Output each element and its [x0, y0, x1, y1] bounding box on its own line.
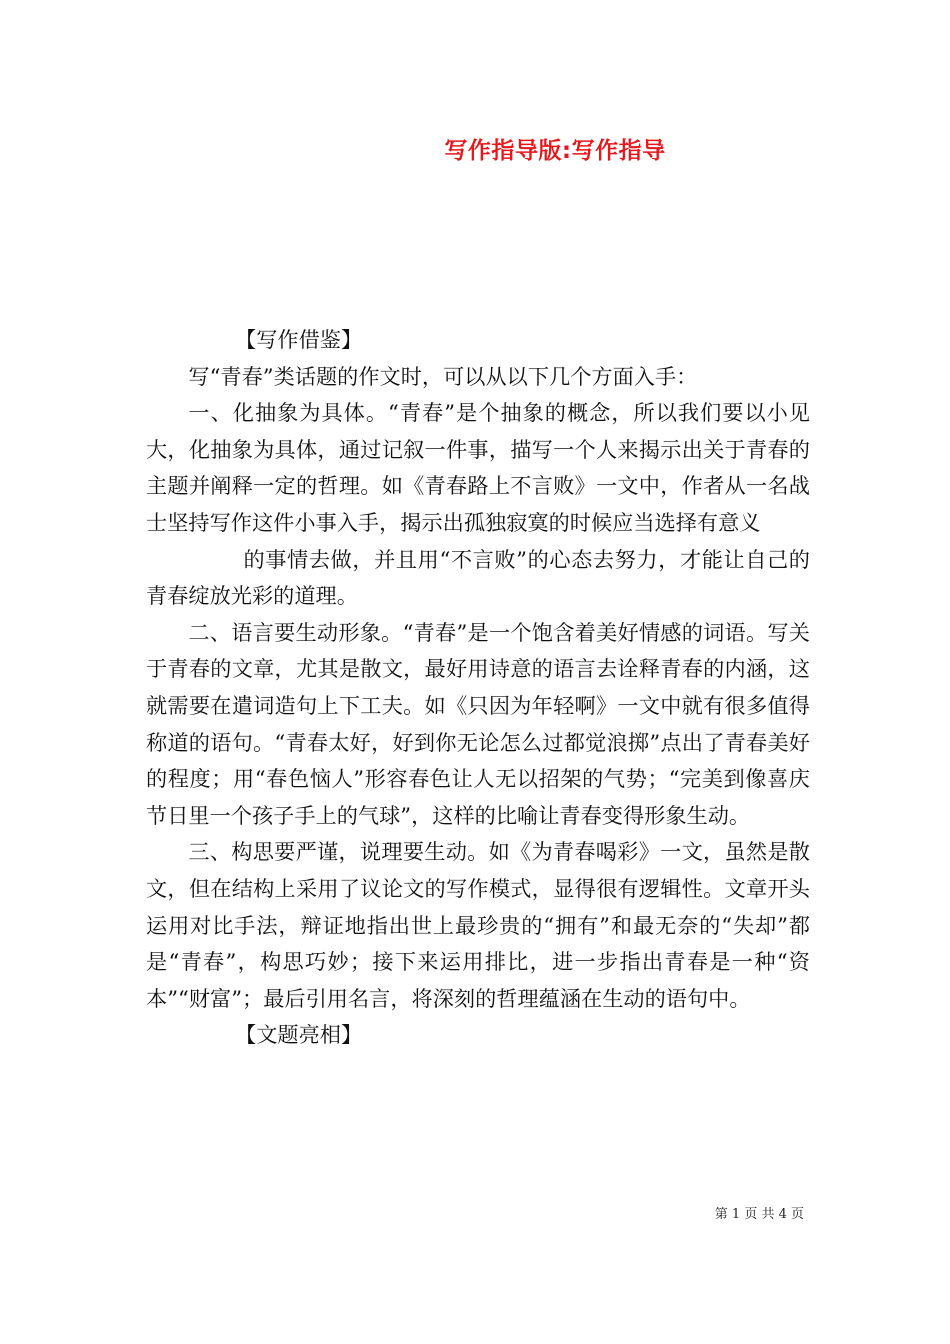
- document-body: [146, 322, 810, 1054]
- section-heading-writing-reference: 【写作借鉴】: [235, 327, 363, 352]
- paragraph-point-one-continued: 的事情去做，并且用“不言败”的心态去努力，才能让自己的青春绽放光彩的道理。: [146, 546, 810, 609]
- page-number: 第 1 页 共 4 页: [714, 1207, 804, 1222]
- page-title: 写作指导版:写作指导: [444, 138, 666, 164]
- section-heading-topic-showcase: 【文题亮相】: [235, 1022, 363, 1048]
- paragraph-point-three: 三、构思要严谨，说理要生动。如《为青春喝彩》一文，虽然是散文，但在结构上采用了议论文的写作模式，显得很有逻辑性。文章开头运用对比手法，辩证地指出世上最珍贵的“拥有”和最无奈的“失却”都是“青春”，构思巧妙；接下来运用排比，进一步指出青春是一种“资本”“财富”；最后引用名言，将深刻的哲理蕴涵在生动的语句中。: [146, 839, 810, 1011]
- paragraph-point-two: 二、语言要生动形象。“青春”是一个饱含着美好情感的词语。写关于青春的文章，尤其是散文，最好用诗意的语言去诠释青春的内涵，这就需要在遣词造句上下工夫。如《只因为年轻啊》一文中就有很多值得称道的语句。“青春太好，好到你无论怎么过都觉浪掷”点出了青春美好的程度；用“春色恼人”形容春色让人无以招架的气势；“完美到像喜庆节日里一个孩子手上的气球”，这样的比喻让青春变得形象生动。: [146, 619, 810, 828]
- intro-paragraph: 写“青春”类话题的作文时，可以从以下几个方面入手：: [188, 363, 698, 389]
- paragraph-point-one: 一、化抽象为具体。“青春”是个抽象的概念，所以我们要以小见大，化抽象为具体，通过记叙一件事，描写一个人来揭示出关于青春的主题并阐释一定的哲理。如《青春路上不言败》一文中，作者从一名战士坚持写作这件小事入手，揭示出孤独寂寞的时候应当选择有意义: [146, 400, 810, 535]
